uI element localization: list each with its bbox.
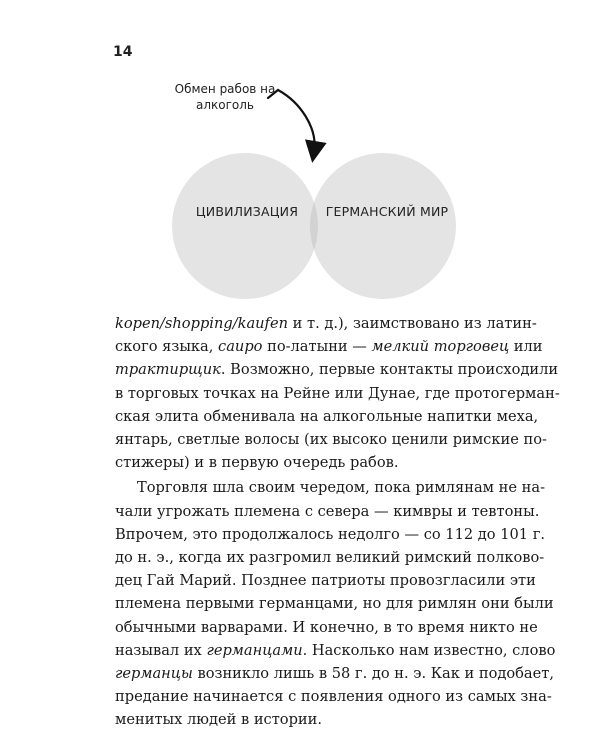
italic-term: германцы <box>115 665 193 683</box>
text-line: чали угрожать племена с севера — кимвры и тевтоны. <box>115 502 540 520</box>
text-line: племена первыми германцами, но для римлян они были <box>115 595 554 613</box>
text-line <box>115 312 537 335</box>
text-line: ская элита обменивала на алкогольные напитки меха, <box>115 407 539 425</box>
text-run: по-латыни — <box>262 338 372 356</box>
text-line: до н. э., когда их разгромил великий римский полково- <box>115 549 545 567</box>
annotation-label <box>150 81 300 113</box>
annotation-line-2: алкоголь <box>195 98 254 112</box>
text-line: в торговых точках на Рейне или Дунае, где протогерман- <box>115 384 560 402</box>
page-number: 14 <box>113 44 133 60</box>
text-line: предание начинается с появления одного из самых зна- <box>115 688 552 706</box>
text-run: называл их <box>115 641 207 659</box>
italic-term: caupo <box>218 338 263 356</box>
germanic-world-label: ГЕРМАНСКИЙ МИР <box>325 204 449 219</box>
civilization-label: ЦИВИЛИЗАЦИЯ <box>195 204 299 219</box>
italic-term: германцами <box>206 641 303 659</box>
venn-diagram <box>0 0 600 310</box>
text-line: янтарь, светлые волосы (их высоко ценили римские по- <box>115 431 547 449</box>
text-line: менитых людей в истории. <box>115 711 323 729</box>
germanic-world-circle <box>310 153 456 299</box>
venn-graphic <box>0 0 600 310</box>
civilization-circle <box>172 153 318 299</box>
text-line <box>115 358 559 381</box>
text-run: . Насколько нам известно, слово <box>302 641 556 659</box>
text-line: Торговля шла своим чередом, пока римлянам не на- <box>137 479 546 497</box>
text-run: возникло лишь в 58 г. до н. э. Как и подобает, <box>192 665 554 683</box>
text-line: стижеры) и в первую очередь рабов. <box>115 454 399 472</box>
italic-term: kopen/shopping/kaufen <box>115 315 288 332</box>
text-run: ского языка, <box>115 338 219 356</box>
text-line <box>115 662 554 685</box>
italic-term: трактирщик <box>115 361 221 379</box>
text-line: Впрочем, это продолжалось недолго — со 112 до 101 г. <box>115 525 545 543</box>
text-run: . Возможно, первые контакты происходили <box>220 361 559 379</box>
text-run: и т. д.), заимствовано из латин- <box>288 315 537 332</box>
text-run: или <box>509 338 543 356</box>
body-text <box>115 312 560 732</box>
paragraph-1 <box>115 312 560 474</box>
paragraph-2 <box>115 476 556 731</box>
italic-term: мелкий торговец <box>371 338 510 356</box>
text-line: обычными варварами. И конечно, в то время никто не <box>115 618 538 636</box>
text-line <box>115 639 556 662</box>
text-line: дец Гай Марий. Позднее патриоты провозгласили эти <box>115 572 536 590</box>
text-line <box>115 335 543 358</box>
annotation-line-1: Обмен рабов на <box>174 82 276 96</box>
